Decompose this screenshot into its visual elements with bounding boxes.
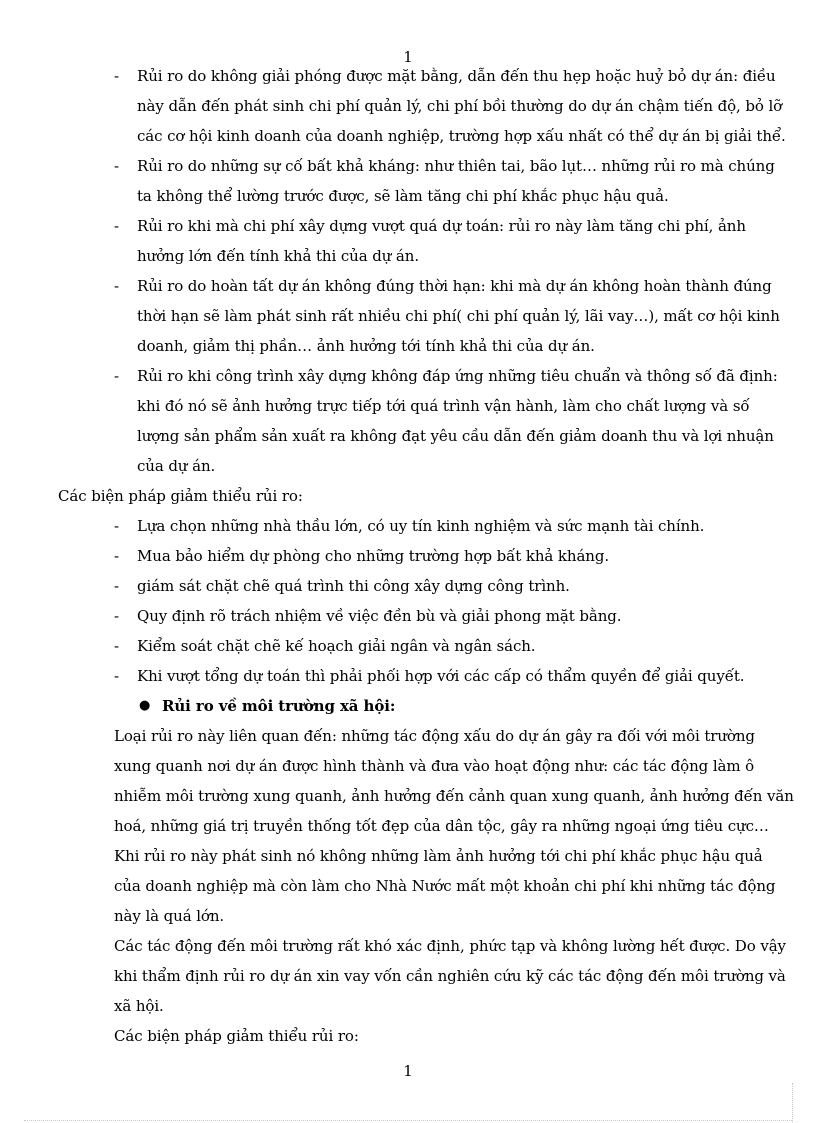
list-item-text: các cơ hội kinh doanh của doanh nghiệp, trường hợp xấu nhất có thể dự án bị giải thể.: [137, 127, 786, 145]
dash-marker: -: [114, 367, 120, 385]
list-item-text: lượng sản phẩm sản xuất ra không đạt yêu cầu dẫn đến giảm doanh thu và lợi nhuận: [137, 427, 774, 445]
dash-marker: -: [114, 517, 120, 535]
list-item-text: Khi vượt tổng dự toán thì phải phối hợp với các cấp có thẩm quyền để giải quyết.: [137, 667, 745, 685]
dash-marker: -: [114, 577, 120, 595]
dash-marker: -: [114, 217, 120, 235]
dash-marker: -: [114, 157, 120, 175]
list-item-text: thời hạn sẽ làm phát sinh rất nhiều chi phí( chi phí quản lý, lãi vay…), mất cơ hội kinh: [137, 307, 780, 325]
paragraph-line: xã hội.: [114, 997, 164, 1015]
page-bottom-border: [24, 1120, 792, 1121]
paragraph-line: Khi rủi ro này phát sinh nó không những làm ảnh hưởng tới chi phí khắc phục hậu quả: [114, 847, 763, 865]
dash-marker: -: [114, 277, 120, 295]
list-item-text: của dự án.: [137, 457, 216, 475]
paragraph-line: Các tác động đến môi trường rất khó xác định, phức tạp và không lường hết được. Do vậy: [114, 937, 786, 955]
paragraph-line: khi thẩm định rủi ro dự án xin vay vốn cần nghiên cứu kỹ các tác động đến môi trường và: [114, 967, 786, 985]
list-item-text: Kiểm soát chặt chẽ kế hoạch giải ngân và ngân sách.: [137, 637, 536, 655]
list-item-text: Rủi ro do hoàn tất dự án không đúng thời hạn: khi mà dự án không hoàn thành đúng: [137, 277, 772, 295]
list-item-text: Rủi ro do không giải phóng được mặt bằng, dẫn đến thu hẹp hoặc huỷ bỏ dự án: điều: [137, 67, 776, 85]
list-item-text: Rủi ro do những sự cố bất khả kháng: như thiên tai, bão lụt… những rủi ro mà chúng: [137, 157, 775, 175]
list-item-text: ta không thể lường trước được, sẽ làm tăng chi phí khắc phục hậu quả.: [137, 187, 669, 205]
paragraph-line: nhiễm môi trường xung quanh, ảnh hưởng đến cảnh quan xung quanh, ảnh hưởng đến văn: [114, 787, 794, 805]
paragraph-line: của doanh nghiệp mà còn làm cho Nhà Nước mất một khoản chi phí khi những tác động: [114, 877, 776, 895]
paragraph-line: xung quanh nơi dự án được hình thành và đưa vào hoạt động như: các tác động làm ô: [114, 757, 755, 775]
list-item-text: Rủi ro khi mà chi phí xây dựng vượt quá dự toán: rủi ro này làm tăng chi phí, ảnh: [137, 217, 746, 235]
list-item-text: doanh, giảm thị phần… ảnh hưởng tới tính khả thi của dự án.: [137, 337, 595, 355]
section-heading: Rủi ro về môi trường xã hội:: [162, 697, 396, 715]
list-item-text: hưởng lớn đến tính khả thi của dự án.: [137, 247, 420, 265]
list-item-text: Mua bảo hiểm dự phòng cho những trường hợp bất khả kháng.: [137, 547, 610, 565]
list-item-text: Lựa chọn những nhà thầu lớn, có uy tín kinh nghiệm và sức mạnh tài chính.: [137, 517, 705, 535]
list-item-text: khi đó nó sẽ ảnh hưởng trực tiếp tới quá trình vận hành, làm cho chất lượng và số: [137, 397, 750, 415]
dash-marker: -: [114, 67, 120, 85]
subheading: Các biện pháp giảm thiểu rủi ro:: [58, 487, 303, 505]
list-item-text: Quy định rõ trách nhiệm về việc đền bù và giải phong mặt bằng.: [137, 607, 622, 625]
bullet-icon: ●: [139, 698, 151, 713]
dash-marker: -: [114, 547, 120, 565]
page-corner-border: [792, 1083, 794, 1123]
dash-marker: -: [114, 637, 120, 655]
dash-marker: -: [114, 667, 120, 685]
list-item-text: này dẫn đến phát sinh chi phí quản lý, chi phí bồi thường do dự án chậm tiến độ, bỏ lỡ: [137, 97, 783, 115]
list-item-text: Rủi ro khi công trình xây dựng không đáp ứng những tiêu chuẩn và thông số đã định:: [137, 367, 778, 385]
paragraph-line: Các biện pháp giảm thiểu rủi ro:: [114, 1027, 359, 1045]
page-number-top: 1: [403, 48, 413, 66]
list-item-text: giám sát chặt chẽ quá trình thi công xây dựng công trình.: [137, 577, 570, 595]
paragraph-line: này là quá lớn.: [114, 907, 225, 925]
dash-marker: -: [114, 607, 120, 625]
page-number-bottom: 1: [403, 1062, 413, 1080]
paragraph-line: Loại rủi ro này liên quan đến: những tác động xấu do dự án gây ra đối với môi trường: [114, 727, 755, 745]
paragraph-line: hoá, những giá trị truyền thống tốt đẹp của dân tộc, gây ra những ngoại ứng tiêu cực…: [114, 817, 769, 835]
